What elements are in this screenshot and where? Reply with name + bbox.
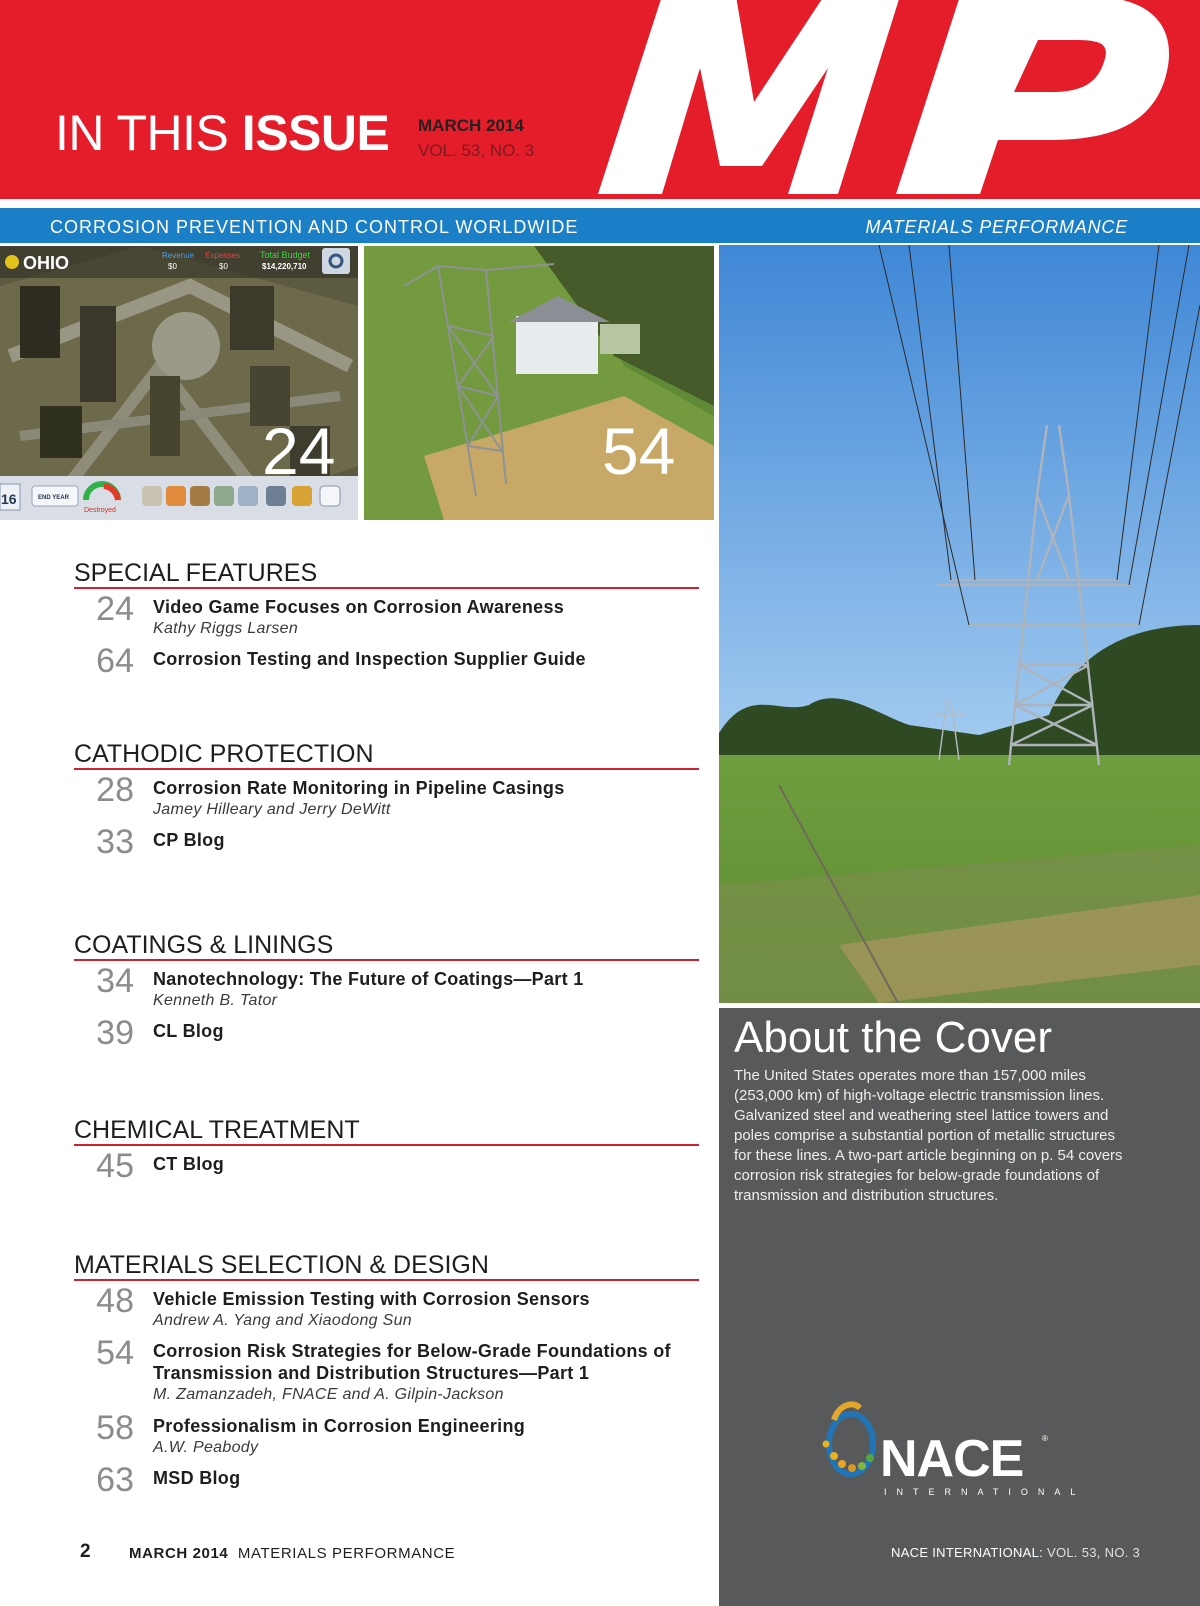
entry-title[interactable]: Corrosion Testing and Inspection Supplier Guide — [153, 649, 586, 669]
about-title: About the Cover — [734, 1013, 1052, 1062]
entry-author: Kathy Riggs Larsen — [153, 620, 299, 637]
entry-page-number: 48 — [96, 1282, 134, 1320]
entry-title[interactable]: CL Blog — [153, 1021, 224, 1041]
transmission-tower-photo — [719, 245, 1200, 1003]
cover-photo — [719, 245, 1200, 1003]
issue-volume: VOL. 53, NO. 3 — [418, 141, 535, 160]
thumbnail-video-game[interactable] — [0, 246, 358, 520]
section-heading: CATHODIC PROTECTION — [74, 742, 699, 770]
entry-title[interactable]: CP Blog — [153, 830, 225, 850]
hud-budget-label: Total Budget — [260, 250, 311, 260]
section-heading: CHEMICAL TREATMENT — [74, 1118, 699, 1146]
entry-author: Kenneth B. Tator — [153, 992, 278, 1009]
entry-title[interactable]: MSD Blog — [153, 1468, 241, 1488]
entry-title[interactable]: Nanotechnology: The Future of Coatings—Part 1 — [153, 969, 584, 989]
end-year-button-label: END YEAR — [38, 495, 69, 501]
tower-photo — [364, 246, 714, 520]
toc-entry[interactable] — [74, 1014, 699, 1056]
page-number: 2 — [80, 1541, 91, 1562]
hud-revenue-value: $0 — [168, 262, 177, 271]
toc-entry[interactable] — [74, 1334, 699, 1408]
issue-title-bold: ISSUE — [241, 105, 390, 161]
toc-entry[interactable] — [74, 1282, 699, 1334]
entry-title[interactable]: CT Blog — [153, 1154, 225, 1174]
hud-budget-value: $14,220,710 — [262, 262, 307, 271]
gauge-label: Destroyed — [84, 507, 116, 514]
issue-title-light: IN THIS — [55, 105, 229, 161]
thumbnail-page-number: 54 — [602, 414, 676, 488]
toc-entry[interactable] — [74, 962, 699, 1014]
section-heading: MATERIALS SELECTION & DESIGN — [74, 1253, 699, 1281]
hud-expenses-value: $0 — [219, 262, 228, 271]
entry-page-number: 34 — [96, 962, 134, 1000]
toc-entry[interactable] — [74, 642, 699, 684]
tagline: CORROSION PREVENTION AND CONTROL WORLDWIDE — [50, 217, 579, 237]
section-heading: SPECIAL FEATURES — [74, 561, 699, 589]
mp-logo — [566, 0, 1200, 202]
thumbnail-page-number: 24 — [262, 414, 336, 488]
entry-title[interactable]: Vehicle Emission Testing with Corrosion Sensors — [153, 1289, 590, 1309]
footer-right-org: NACE INTERNATIONAL: — [891, 1545, 1044, 1560]
about-text: The United States operates more than 157,000 miles (253,000 km) of high-voltage electric transmission lines. Galvanized steel and weathering steel lattice towers and poles comprise a substantial portion of metallic structures for these lines. A two-part article beginning on p. 54 covers corrosion risk strategies for below-grade foundations of transmission and distribution structures. — [734, 1067, 1123, 1204]
entry-author: Jamey Hilleary and Jerry DeWitt — [153, 801, 391, 818]
section-heading: COATINGS & LININGS — [74, 933, 699, 961]
nace-logo-subtitle: INTERNATIONAL — [884, 1487, 1086, 1497]
toc-entry[interactable] — [74, 1409, 699, 1461]
toc-entry[interactable] — [74, 1147, 699, 1189]
footer-issue-publication: MATERIALS PERFORMANCE — [237, 1545, 456, 1562]
entry-page-number: 28 — [96, 771, 134, 809]
entry-author: A.W. Peabody — [153, 1439, 259, 1456]
entry-page-number: 33 — [96, 823, 134, 861]
hud-expenses-label: Expenses — [205, 251, 241, 260]
state-seal-icon — [5, 255, 19, 269]
toolbar-icons[interactable] — [142, 486, 340, 506]
video-game-screenshot — [0, 246, 358, 520]
toc-entry[interactable] — [74, 590, 699, 642]
hud-year-value: 16 — [1, 491, 17, 507]
entry-title[interactable]: Professionalism in Corrosion Engineering — [153, 1416, 526, 1436]
footer-right-volume: VOL. 53, NO. 3 — [1047, 1545, 1141, 1560]
entry-page-number: 63 — [96, 1461, 134, 1499]
entry-title[interactable]: Corrosion Risk Strategies for Below-Grade Foundations of Transmission and Distribution Structures—Part 1 — [153, 1341, 671, 1383]
footer-issue-date: MARCH 2014 — [129, 1545, 229, 1562]
nace-logo-text: NACE — [880, 1430, 1024, 1488]
entry-author: Andrew A. Yang and Xiaodong Sun — [153, 1312, 412, 1329]
entry-page-number: 58 — [96, 1409, 134, 1447]
entry-page-number: 64 — [96, 642, 134, 680]
entry-author: M. Zamanzadeh, FNACE and A. Gilpin-Jackson — [153, 1386, 504, 1403]
entry-title[interactable]: Video Game Focuses on Corrosion Awareness — [153, 597, 565, 617]
entry-page-number: 39 — [96, 1014, 134, 1052]
publication-name: MATERIALS PERFORMANCE — [865, 217, 1128, 237]
entry-title[interactable]: Corrosion Rate Monitoring in Pipeline Casings — [153, 778, 565, 798]
entry-page-number: 24 — [96, 590, 134, 628]
issue-date: MARCH 2014 — [418, 116, 524, 135]
footer-issue — [129, 1545, 455, 1562]
entry-page-number: 54 — [96, 1334, 134, 1372]
thumbnail-tower[interactable] — [364, 246, 714, 520]
hud-state: OHIO — [23, 253, 70, 273]
registered-mark: ® — [1042, 1434, 1048, 1443]
issue-title — [55, 105, 390, 161]
toc-entry[interactable] — [74, 771, 699, 823]
hud-revenue-label: Revenue — [162, 251, 195, 260]
toc-entry[interactable] — [74, 823, 699, 865]
toc-entry[interactable] — [74, 1461, 699, 1503]
footer-issue-right — [891, 1545, 1140, 1560]
entry-page-number: 45 — [96, 1147, 134, 1185]
